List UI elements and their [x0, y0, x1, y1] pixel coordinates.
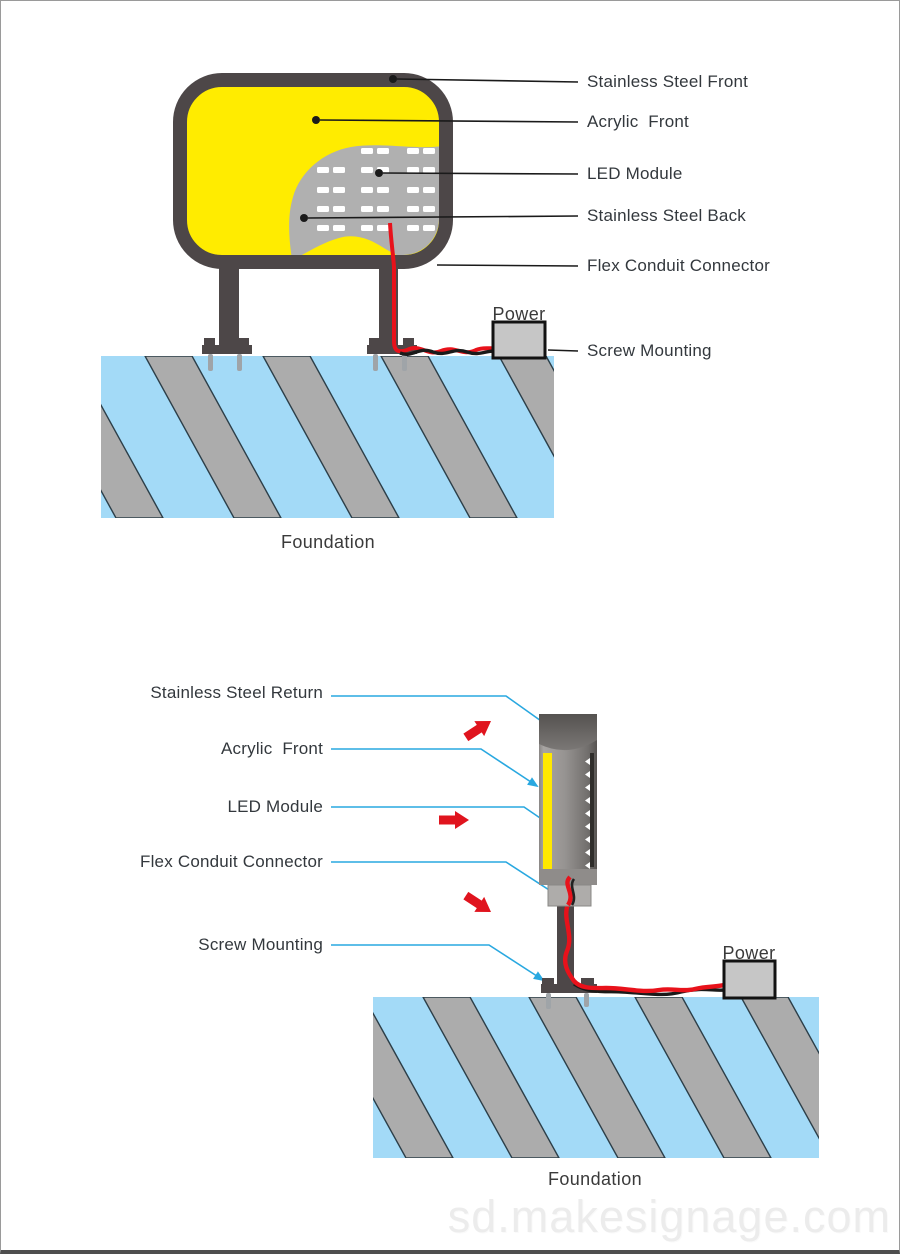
label-flex-conduit-side: Flex Conduit Connector [140, 852, 323, 871]
front-view-diagram [27, 75, 635, 518]
label-acrylic-front: Acrylic Front [587, 112, 689, 131]
power-box-bottom [724, 961, 775, 998]
power-caption-bottom: Power [722, 943, 776, 963]
led-back-strip [590, 753, 594, 867]
sign-cabinet-side [539, 714, 597, 906]
left-post [219, 263, 239, 347]
watermark-text: sd.makesignage.com [447, 1191, 891, 1242]
red-arrow-icon [461, 713, 496, 744]
label-screw-mounting-side: Screw Mounting [198, 935, 323, 954]
label-led-module-side: LED Module [227, 797, 323, 816]
label-stainless-steel-return: Stainless Steel Return [150, 683, 323, 702]
label-acrylic-front-side: Acrylic Front [221, 739, 323, 758]
power-cable-red-side [565, 904, 724, 991]
sign-front [180, 80, 446, 262]
foundation-bottom [317, 997, 877, 1158]
label-screw-mounting: Screw Mounting [587, 341, 712, 360]
red-arrow-icon [461, 888, 496, 919]
foundation-caption-bottom: Foundation [547, 1169, 643, 1189]
acrylic-front-strip [543, 753, 552, 869]
red-arrow-icon [439, 811, 469, 829]
label-flex-conduit: Flex Conduit Connector [587, 256, 770, 275]
power-caption-top: Power [492, 304, 546, 324]
power-box-top [493, 322, 545, 358]
label-stainless-steel-back: Stainless Steel Back [587, 206, 746, 225]
side-view-diagram [317, 696, 877, 1158]
diagram-canvas [1, 1, 900, 1254]
conduit-cable-black [572, 879, 574, 905]
red-arrow-icons [439, 713, 496, 919]
label-led-module: LED Module [587, 164, 683, 183]
foundation-caption-top: Foundation [280, 532, 376, 552]
foundation-top [27, 356, 635, 518]
led-dots [585, 758, 590, 869]
label-stainless-steel-front: Stainless Steel Front [587, 72, 749, 91]
